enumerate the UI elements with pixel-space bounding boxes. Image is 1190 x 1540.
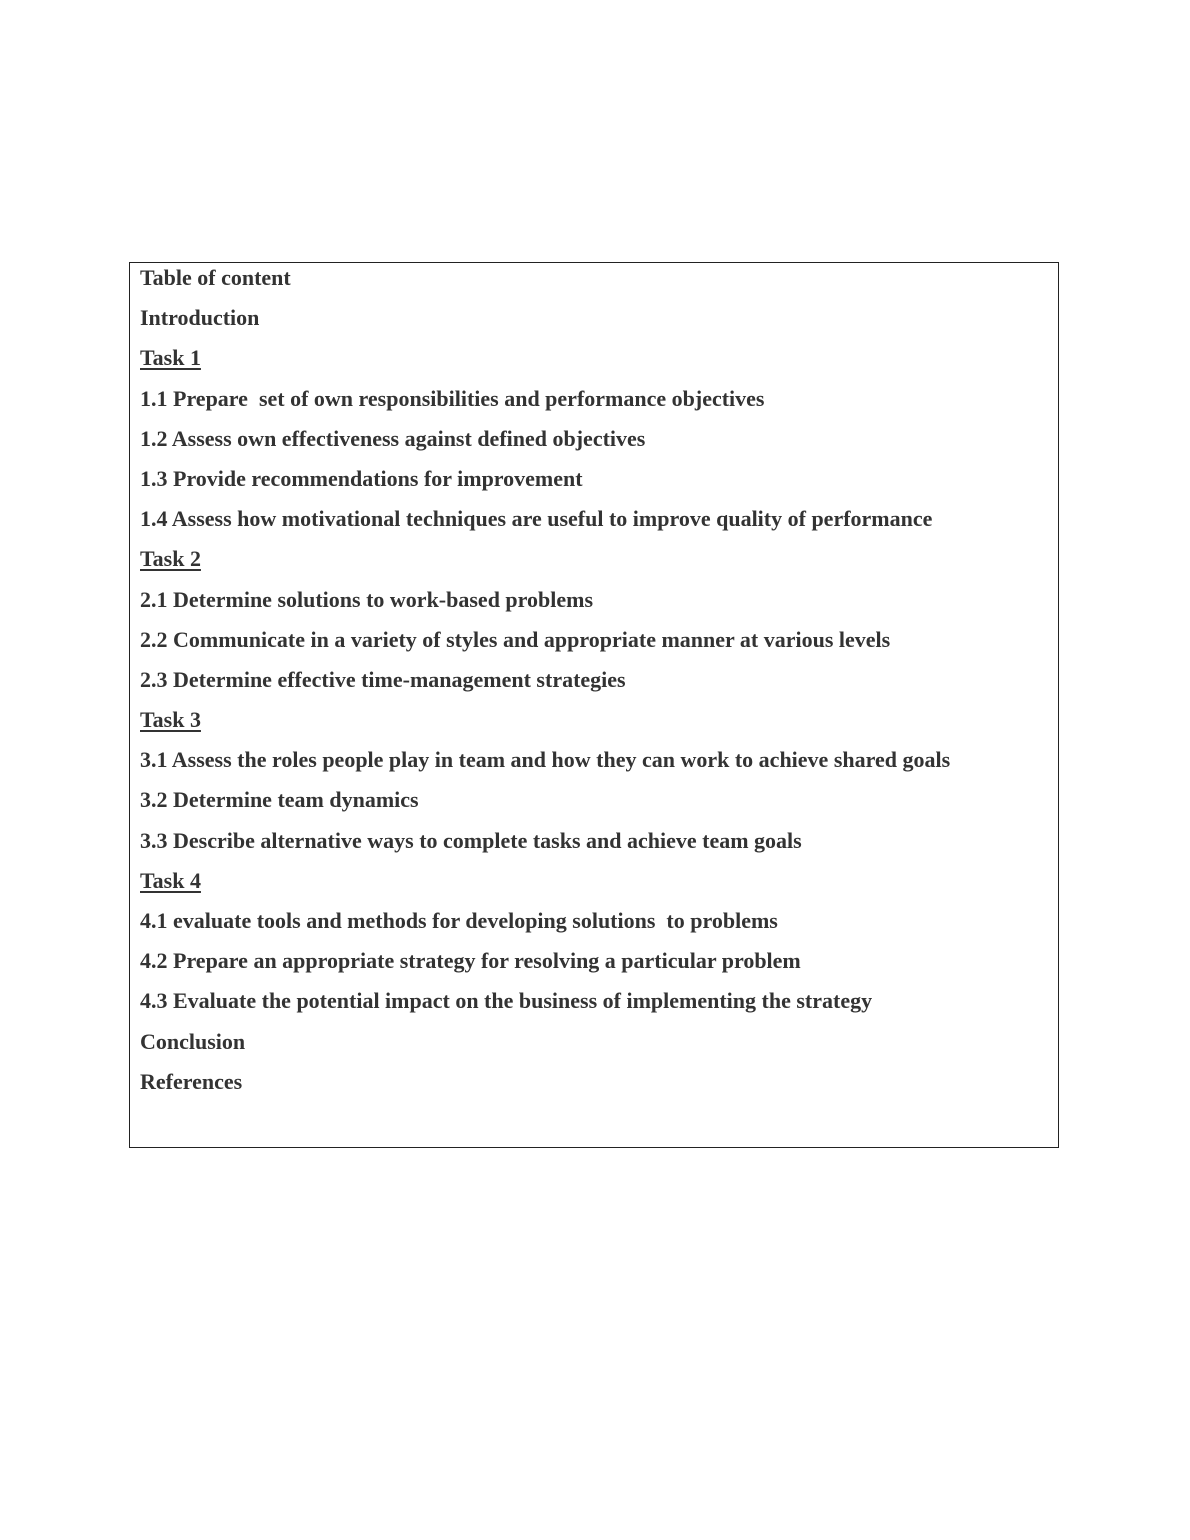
toc-entry-1-1: 1.1 Prepare set of own responsibilities and performance objectives <box>140 385 765 411</box>
toc-entry-4-1: 4.1 evaluate tools and methods for developing solutions to problems <box>140 908 778 933</box>
toc-title: Table of content <box>140 265 291 290</box>
toc-entry-4-3: 4.3 Evaluate the potential impact on the business of implementing the strategy <box>140 988 873 1014</box>
toc-entry-3-3: 3.3 Describe alternative ways to complete tasks and achieve team goals <box>140 827 802 853</box>
toc-entry-2-2: 2.2 Communicate in a variety of styles and appropriate manner at various levels <box>140 626 891 652</box>
toc-entry-2-1: 2.1 Determine solutions to work-based problems <box>140 586 594 612</box>
toc-entry-2-3: 2.3 Determine effective time-management strategies <box>140 666 626 692</box>
toc-heading-task-3: Task 3 <box>140 707 201 733</box>
toc-entry-3-1: 3.1 Assess the roles people play in team and how they can work to achieve shared goals <box>140 747 951 773</box>
toc-heading-task-4: Task 4 <box>140 867 201 893</box>
toc-entry-conclusion: Conclusion <box>140 1028 246 1054</box>
toc-entry-3-2: 3.2 Determine team dynamics <box>140 787 419 813</box>
toc-entry-4-2: 4.2 Prepare an appropriate strategy for resolving a particular problem <box>140 948 801 974</box>
toc-entry-1-4: 1.4 Assess how motivational techniques are useful to improve quality of performance <box>140 506 933 532</box>
toc-heading-task-2: Task 2 <box>140 546 201 572</box>
toc-heading-task-1: Task 1 <box>140 345 201 371</box>
toc-entry-1-2: 1.2 Assess own effectiveness against defined objectives <box>140 425 646 451</box>
toc-entry-introduction: Introduction <box>140 305 260 331</box>
toc-entry-1-3: 1.3 Provide recommendations for improvement <box>140 465 583 491</box>
table-of-contents-box <box>129 262 1059 1148</box>
toc-list <box>140 263 1058 1107</box>
toc-entry-references: References <box>140 1068 243 1094</box>
